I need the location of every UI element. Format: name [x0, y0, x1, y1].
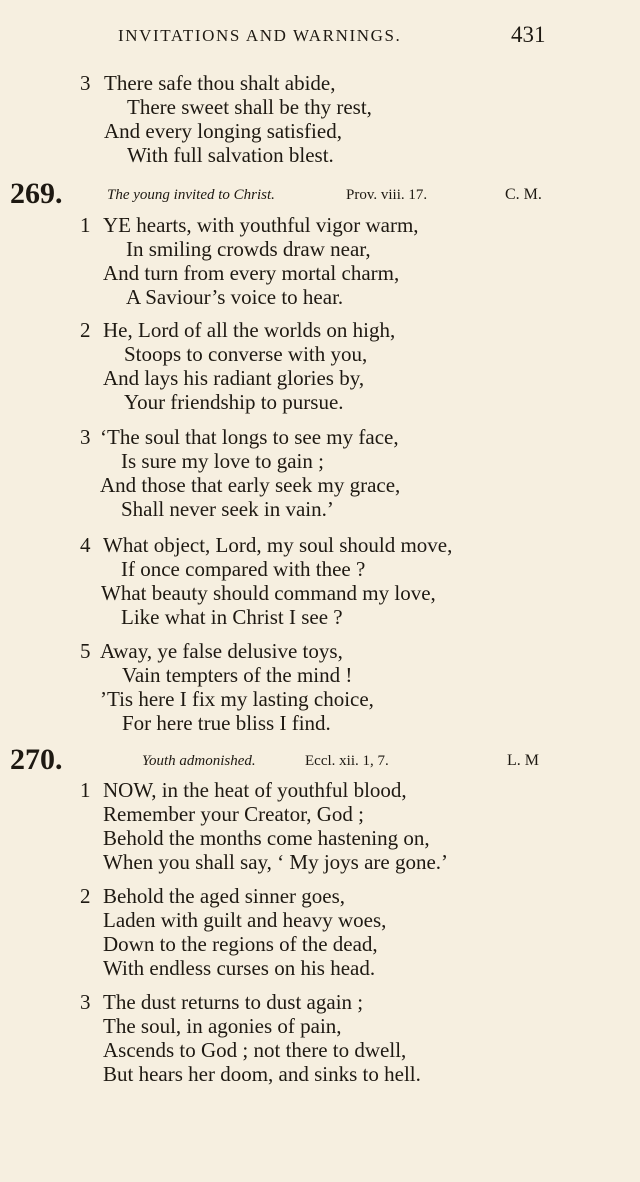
verse-line: And lays his radiant glories by, — [103, 366, 365, 390]
verse-line: But hears her doom, and sinks to hell. — [103, 1062, 421, 1086]
page-number: 431 — [511, 22, 546, 47]
hymn-270-header — [0, 745, 640, 775]
stanza-number: 5 — [80, 639, 91, 663]
verse-line: NOW, in the heat of youthful blood, — [103, 778, 407, 802]
verse-line: What object, Lord, my soul should move, — [103, 533, 453, 557]
verse-line: And every longing satisfied, — [104, 119, 342, 143]
verse-line: With endless curses on his head. — [103, 956, 376, 980]
stanza-number: 3 — [80, 990, 91, 1014]
verse-line: Away, ye false delusive toys, — [100, 639, 343, 663]
hymn-subject: Youth admonished. — [142, 753, 256, 769]
verse-line: With full salvation blest. — [127, 143, 334, 167]
verse-line: Ascends to God ; not there to dwell, — [103, 1038, 407, 1062]
verse-line: Stoops to converse with you, — [124, 342, 368, 366]
verse-line: Shall never seek in vain.’ — [121, 497, 334, 521]
stanza-number: 1 — [80, 778, 91, 802]
scripture-reference: Prov. viii. 17. — [346, 187, 428, 203]
verse-line: What beauty should command my love, — [101, 581, 436, 605]
verse-line: Down to the regions of the dead, — [103, 932, 378, 956]
verse-line: Like what in Christ I see ? — [121, 605, 343, 629]
hymn-subject: The young invited to Christ. — [107, 187, 275, 203]
verse-line: Is sure my love to gain ; — [121, 449, 324, 473]
stanza-number: 2 — [80, 318, 91, 342]
verse-line: And those that early seek my grace, — [100, 473, 401, 497]
stanza-number: 3 — [80, 425, 91, 449]
hymn-meter: L. M — [507, 752, 539, 769]
scripture-reference: Eccl. xii. 1, 7. — [305, 753, 389, 769]
running-head: INVITATIONS AND WARNINGS. — [118, 26, 402, 45]
verse-line: Vain tempters of the mind ! — [122, 663, 353, 687]
verse-line: The dust returns to dust again ; — [103, 990, 364, 1014]
verse-line: For here true bliss I find. — [122, 711, 331, 735]
verse-line: Behold the aged sinner goes, — [103, 884, 346, 908]
verse-line: The soul, in agonies of pain, — [103, 1014, 342, 1038]
verse-line: There sweet shall be thy rest, — [127, 95, 372, 119]
verse-line: There safe thou shalt abide, — [104, 71, 336, 95]
stanza-number: 2 — [80, 884, 91, 908]
hymn-269-header — [0, 179, 640, 209]
verse-line: ’Tis here I fix my lasting choice, — [100, 687, 374, 711]
hymn-meter: C. M. — [505, 186, 542, 203]
verse-line: Laden with guilt and heavy woes, — [103, 908, 387, 932]
verse-line: Behold the months come hastening on, — [103, 826, 430, 850]
verse-line: If once compared with thee ? — [121, 557, 366, 581]
verse-line: A Saviour’s voice to hear. — [126, 285, 344, 309]
verse-line: Remember your Creator, God ; — [103, 802, 365, 826]
stanza-number: 3 — [80, 71, 91, 95]
stanza-number: 4 — [80, 533, 91, 557]
verse-line: Your friendship to pursue. — [124, 390, 344, 414]
stanza-number: 1 — [80, 213, 91, 237]
verse-line: When you shall say, ‘ My joys are gone.’ — [103, 850, 449, 874]
hymn-number: 269. — [10, 177, 63, 210]
verse-line: YE hearts, with youthful vigor warm, — [103, 213, 419, 237]
verse-line: In smiling crowds draw near, — [126, 237, 371, 261]
verse-line: He, Lord of all the worlds on high, — [103, 318, 396, 342]
verse-line: And turn from every mortal charm, — [103, 261, 400, 285]
verse-line: ‘The soul that longs to see my face, — [100, 425, 399, 449]
hymn-number: 270. — [10, 743, 63, 776]
